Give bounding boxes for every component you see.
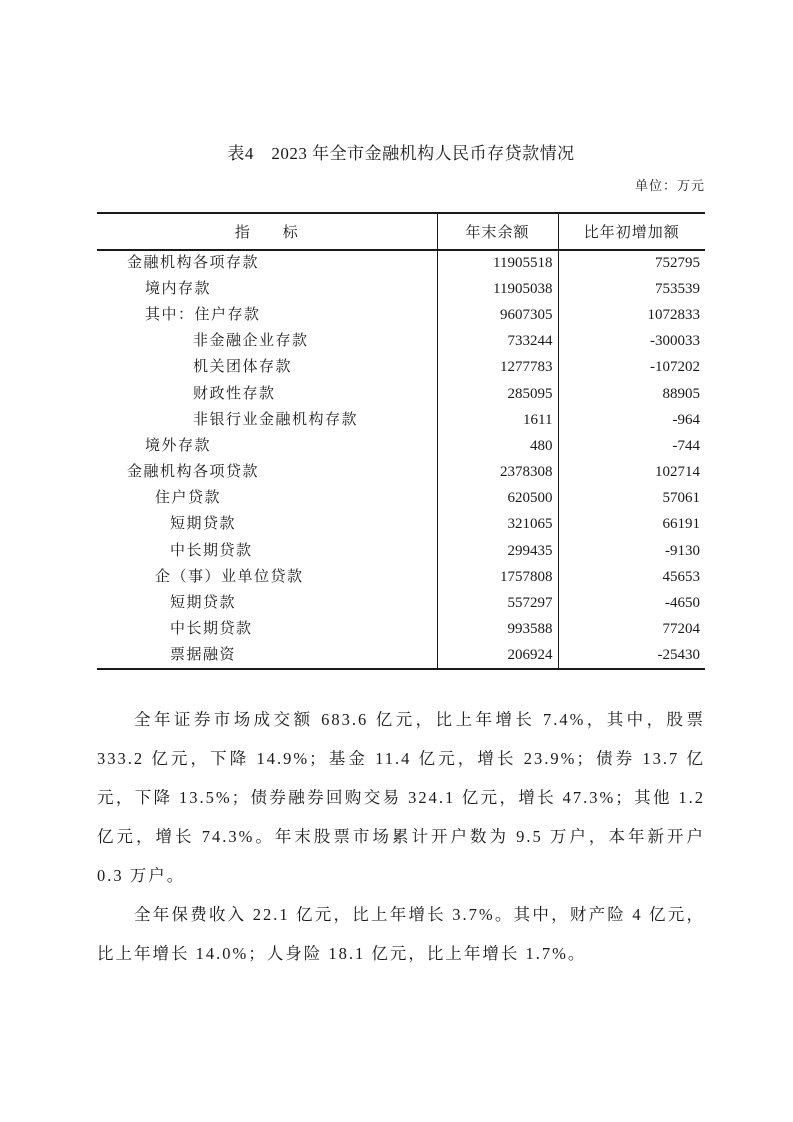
header-change-since-year-start: 比年初增加额 — [558, 213, 705, 250]
table-row — [97, 590, 705, 616]
row-balance: 9607305 — [437, 302, 558, 328]
table-row — [97, 276, 705, 302]
row-change: 88905 — [662, 385, 700, 402]
table-row — [97, 329, 705, 355]
table-row — [97, 486, 705, 512]
row-balance: 557297 — [437, 590, 558, 616]
row-change: -4650 — [665, 595, 700, 612]
table-row — [97, 381, 705, 407]
row-label: 短期贷款 — [97, 590, 437, 616]
row-change: -9130 — [665, 542, 700, 559]
header-indicator: 指 标 — [97, 213, 437, 250]
row-balance: 321065 — [437, 512, 558, 538]
row-balance: 11905518 — [437, 250, 558, 276]
row-label: 非金融企业存款 — [97, 329, 437, 355]
table-row — [97, 433, 705, 459]
table-row — [97, 355, 705, 381]
insurance-premium-paragraph: 全年保费收入 22.1 亿元，比上年增长 3.7%。其中，财产险 4 亿元，比上年增长 14.0%；人身险 18.1 亿元，比上年增长 1.7%。 — [97, 905, 705, 963]
row-label: 境内存款 — [97, 276, 437, 302]
row-label: 短期贷款 — [97, 512, 437, 538]
table-title: 表4 2023 年全市金融机构人民币存贷款情况 — [227, 144, 575, 163]
row-balance: 1611 — [437, 407, 558, 433]
row-balance: 1757808 — [437, 564, 558, 590]
table-row — [97, 512, 705, 538]
table-row — [97, 538, 705, 564]
row-change: -300033 — [650, 333, 700, 350]
row-change: 753539 — [655, 280, 700, 297]
row-change: 752795 — [655, 255, 700, 272]
table-row — [97, 250, 705, 276]
row-label: 金融机构各项存款 — [97, 250, 437, 276]
row-balance: 733244 — [437, 329, 558, 355]
row-label: 企（事）业单位贷款 — [97, 564, 437, 590]
row-change: 57061 — [662, 490, 700, 507]
table-row — [97, 460, 705, 486]
table-row — [97, 407, 705, 433]
row-balance: 1277783 — [437, 355, 558, 381]
table-header-row — [97, 213, 705, 250]
table-row — [97, 564, 705, 590]
row-change: 66191 — [662, 516, 700, 533]
deposits-loans-table — [97, 212, 705, 670]
row-label: 机关团体存款 — [97, 355, 437, 381]
row-change: -107202 — [650, 359, 700, 376]
row-label: 票据融资 — [97, 643, 437, 669]
row-change: -744 — [672, 437, 700, 454]
row-balance: 620500 — [437, 486, 558, 512]
row-label: 金融机构各项贷款 — [97, 460, 437, 486]
table-row — [97, 302, 705, 328]
row-change: 102714 — [655, 464, 700, 481]
row-label: 中长期贷款 — [97, 538, 437, 564]
row-balance: 299435 — [437, 538, 558, 564]
body-text — [97, 700, 705, 973]
row-balance: 11905038 — [437, 276, 558, 302]
row-balance: 2378308 — [437, 460, 558, 486]
row-balance: 480 — [437, 433, 558, 459]
row-change: -964 — [672, 411, 700, 428]
row-label: 非银行业金融机构存款 — [97, 407, 437, 433]
row-balance: 206924 — [437, 643, 558, 669]
row-change: -25430 — [657, 646, 700, 663]
row-label: 境外存款 — [97, 433, 437, 459]
row-change: 45653 — [662, 568, 700, 585]
unit-note: 单位：万元 — [634, 178, 705, 193]
row-balance: 993588 — [437, 617, 558, 643]
row-label: 住户贷款 — [97, 486, 437, 512]
table-row — [97, 643, 705, 669]
row-label: 其中：住户存款 — [97, 302, 437, 328]
table-row — [97, 617, 705, 643]
row-label: 财政性存款 — [97, 381, 437, 407]
securities-market-paragraph: 全年证券市场成交额 683.6 亿元，比上年增长 7.4%，其中，股票 333.2 亿元，下降 14.9%；基金 11.4 亿元，增长 23.9%；债券 13.7 亿元，下降 13.5%；债券融券回购交易 324.1 亿元，增长 47.3%；其他 1.2 亿元，增长 74.3%。年末股票市场累计开户数为 9.5 万户，本年新开户 0.3 万户。 — [97, 710, 705, 885]
header-year-end-balance: 年末余额 — [437, 213, 558, 250]
row-label: 中长期贷款 — [97, 617, 437, 643]
row-change: 77204 — [662, 621, 700, 638]
row-change: 1072833 — [647, 306, 700, 323]
row-balance: 285095 — [437, 381, 558, 407]
